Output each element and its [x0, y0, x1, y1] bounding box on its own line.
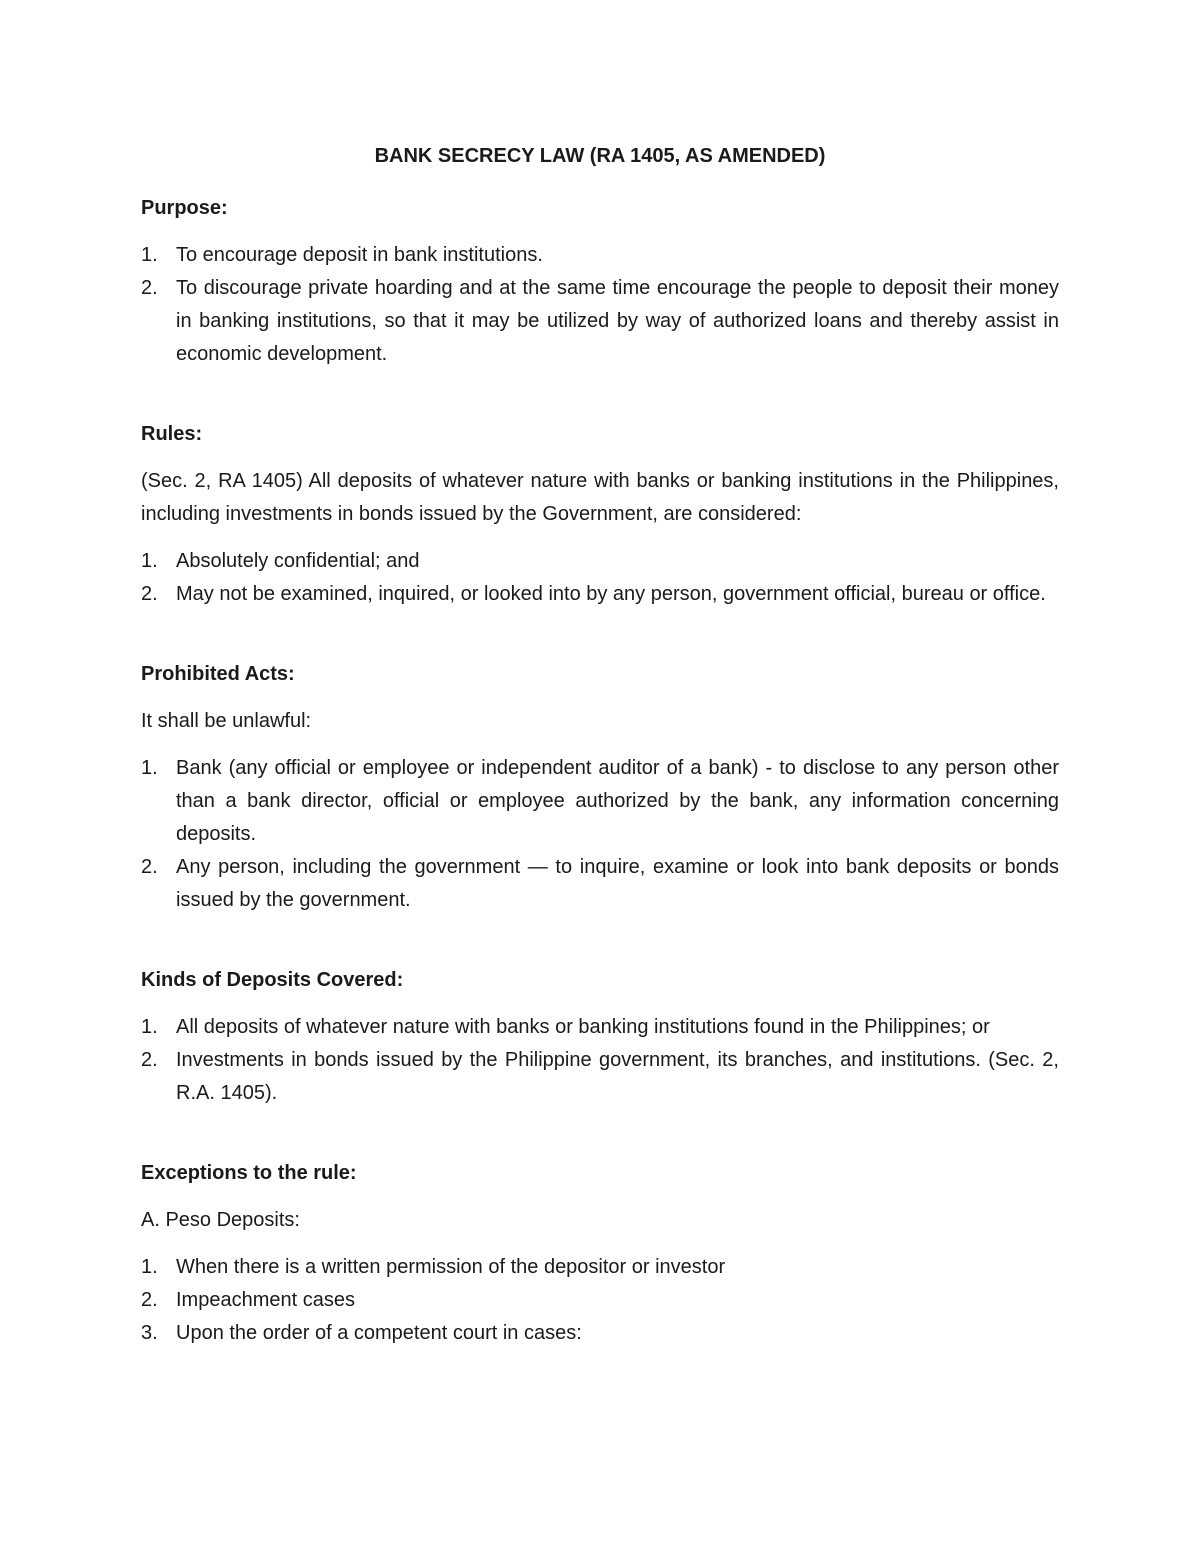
list-item-text: Investments in bonds issued by the Philippine government, its branches, and institutions. (Sec. 2, R.A. 1405).	[176, 1049, 1059, 1104]
list-number: 1.	[141, 244, 158, 266]
list-item	[141, 1251, 1059, 1284]
list-item	[141, 272, 1059, 371]
list-item	[141, 578, 1059, 611]
list-item-text: To encourage deposit in bank institutions.	[176, 244, 543, 266]
rules-heading: Rules:	[141, 423, 203, 445]
list-number: 2.	[141, 856, 158, 878]
list-item-text: Absolutely confidential; and	[176, 550, 420, 572]
list-number: 2.	[141, 1049, 158, 1071]
list-item-text: All deposits of whatever nature with banks or banking institutions found in the Philippines; or	[176, 1016, 990, 1038]
list-number: 1.	[141, 757, 158, 779]
list-item-text: Upon the order of a competent court in cases:	[176, 1322, 582, 1344]
list-item-text: May not be examined, inquired, or looked into by any person, government official, bureau or office.	[176, 583, 1046, 605]
purpose-heading: Purpose:	[141, 197, 228, 219]
list-item-text: When there is a written permission of the depositor or investor	[176, 1256, 726, 1278]
list-item	[141, 1284, 1059, 1317]
list-number: 1.	[141, 1016, 158, 1038]
list-item	[141, 1011, 1059, 1044]
list-item-text: To discourage private hoarding and at the same time encourage the people to deposit their money in banking institutions, so that it may be utilized by way of authorized loans and thereby assist in economic development.	[176, 277, 1059, 365]
list-item	[141, 239, 1059, 272]
peso-deposits-subheading: A. Peso Deposits:	[141, 1209, 300, 1231]
kinds-of-deposits-heading: Kinds of Deposits Covered:	[141, 969, 404, 991]
list-item	[141, 1317, 1059, 1350]
exceptions-heading: Exceptions to the rule:	[141, 1162, 357, 1184]
list-number: 2.	[141, 583, 158, 605]
prohibited-acts-list	[141, 752, 1059, 917]
document-content	[141, 140, 1059, 1350]
list-number: 1.	[141, 550, 158, 572]
kinds-of-deposits-list	[141, 1011, 1059, 1110]
list-item	[141, 752, 1059, 851]
list-item	[141, 1044, 1059, 1110]
list-item-text: Impeachment cases	[176, 1289, 355, 1311]
list-number: 1.	[141, 1256, 158, 1278]
list-item	[141, 851, 1059, 917]
list-item	[141, 545, 1059, 578]
rules-list	[141, 545, 1059, 611]
prohibited-acts-heading: Prohibited Acts:	[141, 663, 295, 685]
page-title: BANK SECRECY LAW (RA 1405, AS AMENDED)	[374, 145, 826, 167]
list-number: 2.	[141, 277, 158, 299]
list-number: 2.	[141, 1289, 158, 1311]
list-item-text: Any person, including the government — to inquire, examine or look into bank deposits or bonds issued by the government.	[176, 856, 1059, 911]
exceptions-list	[141, 1251, 1059, 1350]
list-item-text: Bank (any official or employee or independent auditor of a bank) - to disclose to any person other than a bank director, official or employee authorized by the bank, any information concerning deposits.	[176, 757, 1059, 845]
rules-intro: (Sec. 2, RA 1405) All deposits of whatever nature with banks or banking institutions in the Philippines, including investments in bonds issued by the Government, are considered:	[141, 470, 1059, 525]
purpose-list	[141, 239, 1059, 371]
list-number: 3.	[141, 1322, 158, 1344]
prohibited-acts-intro: It shall be unlawful:	[141, 710, 312, 732]
